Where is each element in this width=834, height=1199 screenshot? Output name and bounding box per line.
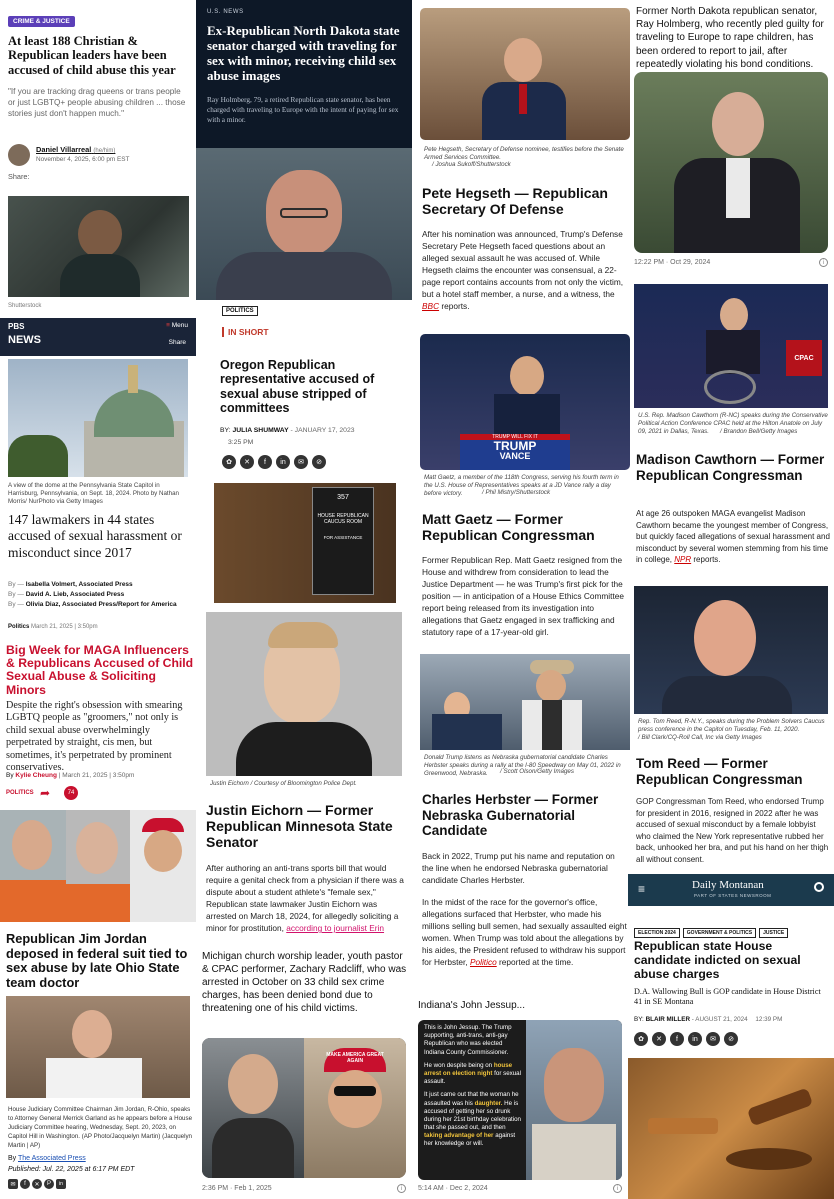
jessup-card — [418, 1020, 622, 1180]
headline[interactable]: Republican Jim Jordan deposed in federal suit tied to sex abuse by late Ohio State team doctor — [6, 931, 188, 991]
jordan-photo — [6, 996, 190, 1098]
subheadline: D.A. Wallowing Bull is GOP candidate in House District 41 in SE Montana — [634, 987, 821, 1007]
photo-caption: A view of the dome at the Pennsylvania State Capitol in Harrisburg, Pennsylvania, on Sept. 18, 2024. Photo by Nathan Morris/ NurPhoto via Getty Images — [8, 482, 179, 506]
panel-daily-montanan — [628, 874, 834, 1199]
cawthorn-photo: CPAC — [634, 284, 828, 408]
sign-vance: VANCE — [499, 451, 531, 461]
panel-herbster — [412, 650, 630, 996]
publish-date: November 4, 2025, 6:00 pm EST — [36, 156, 130, 163]
tweet-meta — [634, 258, 828, 267]
x-icon[interactable]: ✕ — [32, 1179, 42, 1189]
photo-caption: House Judiciary Committee Chairman Jim Jordan, R-Ohio, speaks to Attorney General Merrick Garland as he appears before a House Judiciary Committee hearing, Wednesday, Sept. 20, 2023, on Capitol Hill in Washington. (AP Photo/Jacquelyn Martin) (Jacquelyn Martin | AP) — [8, 1106, 193, 1149]
share-arrow-icon[interactable]: ➦ — [40, 786, 51, 800]
bluesky-icon[interactable]: ✿ — [222, 455, 236, 469]
menu-button[interactable]: ≡ Menu — [166, 322, 188, 329]
x-icon[interactable]: ✕ — [652, 1032, 666, 1046]
link-icon[interactable]: ⊘ — [312, 455, 326, 469]
pbs-logo[interactable]: PBS NEWS — [8, 322, 41, 346]
eichorn-mugshot — [206, 612, 402, 776]
politics-tag[interactable]: POLITICS — [6, 790, 34, 796]
facebook-icon[interactable]: f — [20, 1179, 30, 1189]
panel-tweet-holmberg — [630, 0, 834, 276]
publish-date: Published: Jul. 22, 2025 at 6:17 PM EDT — [8, 1166, 135, 1173]
headline[interactable]: Republican state House candidate indicted on sexual abuse charges — [634, 939, 801, 982]
panel-tweet-jessup — [412, 996, 630, 1199]
tag-list — [634, 921, 791, 939]
headline[interactable]: Big Week for MAGA Influencers & Republicans Accused of Child Sexual Abuse & Soliciting Minors — [6, 643, 194, 697]
panel-reed — [630, 576, 834, 874]
panel-jezebel — [0, 614, 196, 810]
article-body: After his nomination was announced, Trump's Defense Secretary Pete Hegseth faced questions about an alleged sexual assault he was accused of. While Hegseth claims the encounter was consensual, a 22-page report contains accounts from not only the victim, but a hotel staff member, a nurse, and a witness, the BBC reports. — [422, 229, 624, 312]
section-heading: Matt Gaetz — Former Republican Congressman — [422, 511, 595, 544]
tweet-time: 12:22 PM · Oct 29, 2024 — [634, 259, 711, 266]
info-icon[interactable]: i — [613, 1184, 622, 1193]
photo-caption: U.S. Rep. Madison Cawthorn (R-NC) speaks during the Conservative Political Action Conference CPAC held at the Hilton Anatole on July 09, 2021 in Dallas, Texas. — [638, 412, 828, 436]
email-icon[interactable]: ✉ — [294, 455, 308, 469]
byline: By The Associated Press — [8, 1155, 86, 1162]
section-link[interactable]: Politics — [8, 624, 30, 630]
section-label[interactable]: U.S. NEWS — [207, 9, 244, 15]
section-heading: Justin Eichorn — Former Republican Minnesota State Senator — [206, 802, 393, 851]
herbster-photo — [420, 654, 630, 750]
tag-government[interactable]: GOVERNMENT & POLITICS — [683, 928, 756, 938]
category-badge[interactable]: CRIME & JUSTICE — [8, 16, 75, 27]
section-heading: Madison Cawthorn — Former Republican Congressman — [636, 452, 825, 483]
photo-caption: Donald Trump listens as Nebraska gubernatorial candidate Charles Herbster speaks during a rally at the I-80 Speedway on May 01, 2022 in Greenwood, Nebraska. — [424, 754, 621, 778]
article-body-2: In the midst of the race for the governor's office, allegations surfaced that Herbster, who made his millions selling bull semen, had sexually assaulted eight women. When Trump was told about the allegations by his aides, the President refused to withdraw his support for Herbster, Politico reported at the time. — [422, 897, 627, 968]
photo-caption: Rep. Tom Reed, R-N.Y., speaks during the Problem Solvers Caucus press conference in the Capitol on Tuesday, Feb. 11, 2020. — [638, 718, 825, 734]
hegseth-photo — [420, 8, 630, 140]
photo-caption: Pete Hegseth, Secretary of Defense nominee, testifies before the Senate Armed Services Committee. — [424, 146, 624, 162]
share-icons — [634, 1032, 738, 1046]
author-link[interactable]: Olivia Diaz, Associated Press/Report for America — [25, 601, 177, 609]
photo-credit: / Phil Mistry/Shutterstock — [482, 489, 551, 496]
author-link[interactable]: The Associated Press — [18, 1155, 86, 1162]
radcliff-photos — [202, 1038, 406, 1178]
pinterest-icon[interactable]: P — [44, 1179, 54, 1189]
byline-list: By — Isabella Volmert, Associated Press By — David A. Lieb, Associated Press By — Olivia Diaz, Associated Press/Report for America — [8, 581, 177, 609]
info-icon[interactable]: i — [397, 1184, 406, 1193]
panel-jordan — [0, 810, 196, 1199]
link-icon[interactable]: ⊘ — [724, 1032, 738, 1046]
gavel-photo — [628, 1058, 834, 1199]
panel-advocate — [0, 0, 196, 316]
photo-credit: / Joshua Sukoff/Shutterstock — [432, 161, 511, 168]
share-icons — [8, 1179, 66, 1189]
article-body-1: Back in 2022, Trump put his name and reputation on the line when he endorsed Nebraska gubernatorial candidate Charles Herbster. — [422, 851, 615, 886]
panel-eichorn — [196, 606, 412, 946]
section-heading: Pete Hegseth — Republican Secretary Of Defense — [422, 185, 608, 218]
author-link[interactable]: David A. Lieb, Associated Press — [25, 591, 125, 599]
article-meta: Politics March 21, 2025 | 3:50pm — [8, 624, 98, 630]
email-icon[interactable]: ✉ — [706, 1032, 720, 1046]
byline: BY: JULIA SHUMWAY - JANUARY 17, 2023 — [220, 427, 355, 434]
panel-oregon — [196, 300, 412, 606]
sign-slogan: TRUMP WILL FIX IT — [460, 434, 570, 440]
tag-election[interactable]: ELECTION 2024 — [634, 928, 680, 938]
share-icons — [222, 455, 326, 469]
tweet-text: Michigan church worship leader, youth pastor & CPAC performer, Zachary Radcliff, who was arrested in October on 33 child sex crime charges, has been denied bond due to threatening one of his child victims. — [202, 951, 407, 1014]
publish-time: 3:25 PM — [228, 439, 254, 446]
subheadline: Ray Holmberg, 79, a retired Republican state senator, has been charged with traveling to Europe with the intent of paying for sex with a minor. — [207, 95, 399, 125]
headline[interactable]: Oregon Republican representative accused of sexual abuse stripped of committees — [220, 358, 375, 416]
in-short-label: IN SHORT — [222, 327, 269, 337]
pull-quote: "If you are tracking drag queens or trans people or just LGBTQ+ people abusing children ... those stories just don't happen much." — [8, 87, 186, 119]
author-link[interactable]: Isabella Volmert, Associated Press — [25, 581, 133, 588]
room-number: 357 — [337, 494, 349, 501]
article-body: At age 26 outspoken MAGA evangelist Madison Cawthorn became the youngest member of Congress, but quickly faced allegations of sexual harassment and misconduct by several women stemming from his time in college, NPR reports. — [636, 509, 830, 565]
gaetz-photo — [420, 334, 630, 470]
panel-pbs — [0, 318, 196, 614]
avatar — [8, 144, 30, 166]
bbc-link[interactable]: BBC — [422, 301, 440, 312]
author-link[interactable]: JULIA SHUMWAY — [232, 427, 289, 434]
maga-hat: MAKE AMERICA GREAT AGAIN — [324, 1048, 386, 1072]
sign-trump: TRUMP — [493, 439, 537, 453]
headline[interactable]: 147 lawmakers in 44 states accused of sexual harassment or misconduct since 2017 — [8, 512, 182, 560]
section-heading: Charles Herbster — Former Nebraska Gubernatorial Candidate — [422, 792, 599, 839]
author-link[interactable]: Kylie Cheung — [15, 772, 57, 779]
comment-count[interactable]: 74 — [64, 786, 78, 800]
mugshots-photo — [0, 810, 196, 922]
politico-link[interactable]: Politico — [469, 957, 497, 968]
photo-credit: / Brandon Bell/Getty Images — [720, 428, 798, 435]
author-name[interactable]: Daniel Villarreal (he/him) — [36, 145, 116, 154]
byline: By Kylie Cheung | March 21, 2025 | 3:50pm — [6, 772, 135, 779]
byline: BY: BLAIR MILLER - AUGUST 21, 2024 12:39 PM — [634, 1016, 783, 1023]
panel-nbc — [196, 0, 412, 300]
capitol-dome-photo — [8, 359, 188, 477]
site-logo[interactable]: Daily Montanan — [692, 879, 764, 891]
site-header — [628, 874, 834, 906]
photo-credit: / Bill Clark/CQ-Roll Call, Inc via Getty Images — [638, 734, 762, 741]
npr-link[interactable]: NPR — [674, 555, 692, 565]
linkedin-icon[interactable]: in — [56, 1179, 66, 1189]
card-text: This is John Jessup. The Trump supporting, anti-trans, anti-gay Republican who was elected Indiana County Commissioner. He won despite being on house arrest on election night for sexual assault. It just came out that the woman he assaulted was his daughter. He is accused of getting her so drunk during her 21st birthday celebration that she passed out, and then taking advantage of her against her knowledge or will. — [424, 1024, 521, 1148]
article-dek: Despite the right's obsession with smearing LGBTQ people as "groomers," not only is child sexual abuse overwhelmingly perpetrated by straight, cis men, but sometimes, it's perpetrated by prominent conservatives. — [6, 700, 183, 774]
tweet-meta — [418, 1184, 622, 1193]
hamburger-icon[interactable]: ≡ — [638, 882, 646, 896]
linkedin-icon[interactable]: in — [688, 1032, 702, 1046]
search-icon[interactable] — [814, 882, 824, 892]
section-heading: Tom Reed — Former Republican Congressman — [636, 756, 803, 787]
holmberg-photo — [196, 148, 412, 300]
photo-caption: Matt Gaetz, a member of the 118th Congress, serving his fourth term in the U.S. House of Representatives speaks at a JD Vance rally a day before victory. — [424, 474, 619, 498]
facebook-icon[interactable]: f — [258, 455, 272, 469]
panel-gaetz — [412, 328, 630, 650]
room-sign: HOUSE REPUBLICAN CAUCUS ROOM — [317, 513, 369, 525]
tweet-text: Indiana's John Jessup... — [418, 1000, 525, 1011]
section-tag[interactable]: POLITICS — [222, 306, 258, 316]
site-tagline: PART OF STATES NEWSROOM — [694, 893, 772, 898]
share-button[interactable]: Share — [168, 339, 186, 346]
headline[interactable]: At least 188 Christian & Republican leaders have been accused of child abuse this year — [8, 34, 176, 77]
photo-credit: Shutterstock — [8, 303, 42, 309]
share-label[interactable]: Share: — [8, 172, 30, 181]
info-icon[interactable]: i — [819, 258, 828, 267]
assistance-sign: FOR ASSISTANCE — [323, 535, 363, 540]
hero-photo-child — [8, 196, 189, 297]
tweet-time: 2:36 PM · Feb 1, 2025 — [202, 1185, 272, 1192]
holmberg-photo — [634, 72, 828, 253]
article-body: GOP Congressman Tom Reed, who endorsed Trump for president in 2016, resigned in 2022 after he was accused of sexual misconduct by a female lobbyist who claimed the New York representative rubbed her back, unhooked her bra, and put his hand on her thigh all without consent. — [636, 797, 829, 864]
tweet-time: 5:14 AM · Dec 2, 2024 — [418, 1185, 488, 1192]
pbs-header — [0, 318, 196, 356]
photo-caption: Justin Eichorn / Courtesy of Bloomington Police Dept. — [210, 780, 357, 787]
article-body: Former Republican Rep. Matt Gaetz resigned from the House and withdrew from consideration to lead the Justice Department — he was Trump's first pick for the position — in anticipation of a House Ethics Committee report being released from its investigation into allegations that Gaetz engaged in sex trafficking and statutory rape of a 17-year-old girl. — [422, 555, 624, 638]
bluesky-icon[interactable]: ✿ — [634, 1032, 648, 1046]
headline[interactable]: Ex-Republican North Dakota state senator charged with traveling for sex with minor, receiving child sex abuse images — [207, 23, 400, 83]
panel-cawthorn — [630, 276, 834, 576]
article-body: After authoring an anti-trans sports bill that would require a genital check from a physician if there was a dispute about a student athlete's "female sex," Republican state lawmaker Justin Eichorn was arrested on March 18, 2024, for allegedly soliciting a minor for prostitution, according to journalist Erin — [206, 863, 404, 934]
journalist-link[interactable]: according to journalist Erin — [286, 923, 385, 934]
author-link[interactable]: BLAIR MILLER — [645, 1016, 690, 1023]
panel-tweet-radcliff — [196, 946, 412, 1199]
tweet-text: Former North Dakota republican senator, Ray Holmberg, who recently pled guilty for traveling to Europe to rape children, has been ordered to report to jail, after repeatedly violating his bond conditions. — [636, 6, 824, 70]
facebook-icon[interactable]: f — [670, 1032, 684, 1046]
reed-photo — [634, 586, 828, 714]
tag-justice[interactable]: JUSTICE — [759, 928, 788, 938]
caucus-room-photo — [214, 483, 396, 603]
photo-credit: / Scott Olson/Getty Images — [500, 768, 574, 775]
email-icon[interactable]: ✉ — [8, 1179, 18, 1189]
linkedin-icon[interactable]: in — [276, 455, 290, 469]
tweet-meta — [202, 1184, 406, 1193]
x-icon[interactable]: ✕ — [240, 455, 254, 469]
panel-hegseth — [412, 0, 630, 328]
